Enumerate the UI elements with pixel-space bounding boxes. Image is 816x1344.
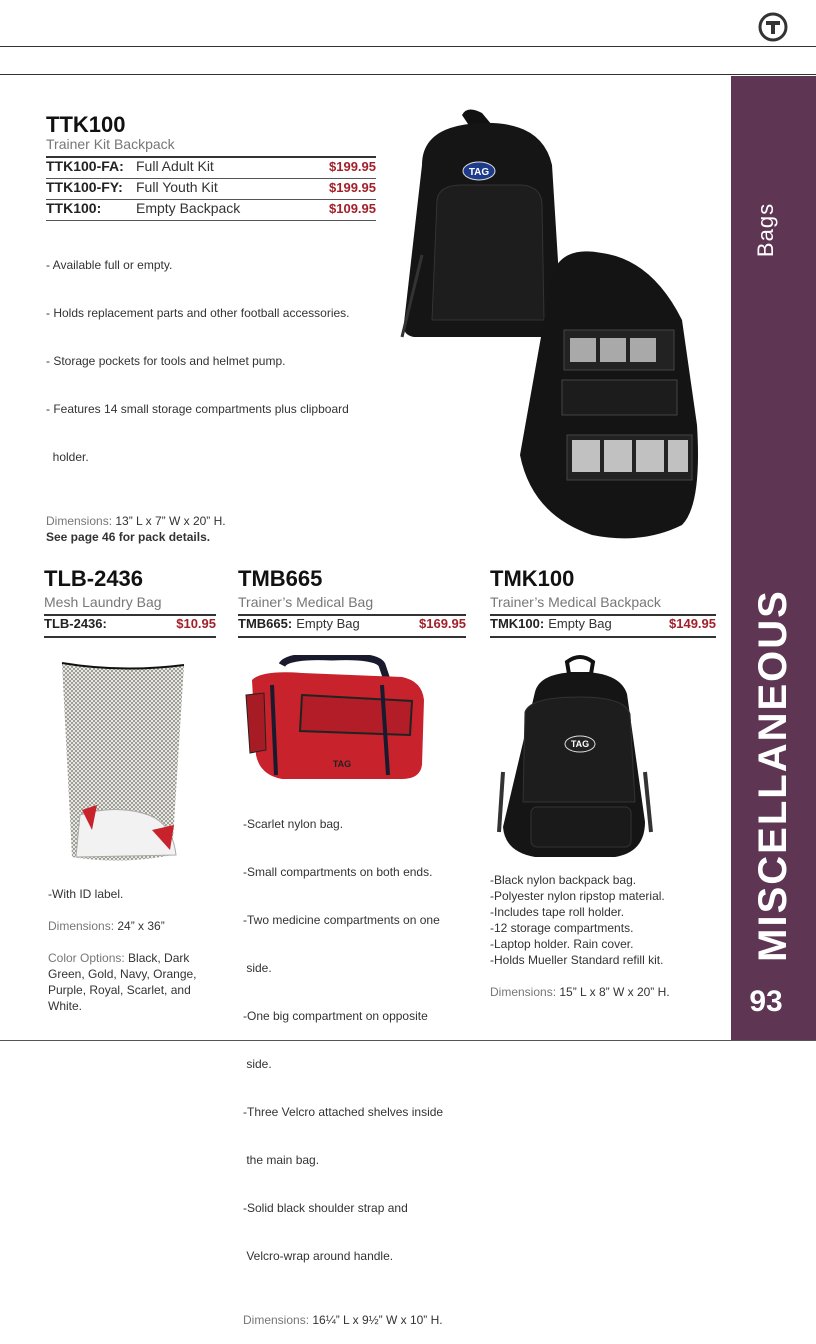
category-label: MISCELLANEOUS <box>751 588 795 962</box>
price-row <box>46 200 376 221</box>
feature-item: -12 storage compartments. <box>490 921 634 935</box>
price-row <box>46 179 376 200</box>
feature-item: -With ID label. <box>48 887 124 901</box>
price-row <box>490 616 716 638</box>
brand-badge-text: TAG <box>332 759 352 769</box>
feature-item: - Holds replacement parts and other football accessories. <box>46 306 350 320</box>
row-code: TTK100: <box>46 200 102 216</box>
price-row <box>238 616 466 638</box>
tmb665-section <box>238 566 466 638</box>
row-code: TMK100: <box>490 616 545 631</box>
feature-item: - Storage pockets for tools and helmet pump. <box>46 354 286 368</box>
product-title: TLB-2436 <box>44 566 144 591</box>
product-subtitle: Trainer Kit Backpack <box>46 136 175 152</box>
product-title: TMK100 <box>490 566 575 591</box>
header-rule-bottom <box>0 74 816 75</box>
row-price: $109.95 <box>329 201 376 216</box>
dimensions-label: Dimensions: <box>46 514 113 528</box>
row-price: $199.95 <box>329 180 376 195</box>
feature-item: -Two medicine compartments on one <box>243 913 440 927</box>
row-desc: Empty Bag <box>548 616 612 631</box>
medical-backpack-image <box>495 652 655 862</box>
color-options <box>48 950 208 1014</box>
feature-item: -Three Velcro attached shelves inside <box>243 1105 444 1119</box>
feature-item: -Laptop holder. Rain cover. <box>490 937 634 951</box>
medical-bag-image <box>242 655 432 785</box>
row-desc: Full Youth Kit <box>136 179 218 195</box>
dimensions <box>243 1312 463 1328</box>
feature-item: -Holds Mueller Standard refill kit. <box>490 953 664 967</box>
feature-item: the main bag. <box>243 1153 320 1167</box>
feature-list <box>46 225 376 497</box>
dimensions <box>48 918 208 934</box>
row-desc: Empty Backpack <box>136 200 241 216</box>
price-row <box>46 158 376 179</box>
dimensions-value: 13” L x 7” W x 20” H. <box>115 514 226 528</box>
feature-item: Velcro-wrap around handle. <box>243 1249 394 1263</box>
row-price: $10.95 <box>176 616 216 631</box>
feature-item: -Small compartments on both ends. <box>243 865 433 879</box>
dimensions-value: 15” L x 8” W x 20” H. <box>559 985 670 999</box>
row-code: TTK100-FA: <box>46 158 124 174</box>
page-number: 93 <box>749 985 783 1018</box>
dimensions <box>46 513 376 529</box>
section-label: Bags <box>753 202 778 258</box>
feature-item: -Scarlet nylon bag. <box>243 817 344 831</box>
color-options-value: Black, Dark Green, Gold, Navy, Orange, Purple, Royal, Scarlet, and White. <box>48 951 197 1013</box>
product-subtitle: Mesh Laundry Bag <box>44 594 162 610</box>
tlb2436-section <box>44 566 216 638</box>
brand-logo-icon <box>758 12 788 42</box>
dimensions-label: Dimensions: <box>490 985 557 999</box>
ttk100-section <box>46 112 376 545</box>
dimensions-label: Dimensions: <box>48 919 115 933</box>
product-subtitle: Trainer’s Medical Bag <box>238 594 374 610</box>
feature-item: - Features 14 small storage compartments plus clipboard <box>46 402 349 416</box>
feature-item: holder. <box>46 450 89 464</box>
tmk100-section <box>490 566 716 638</box>
tlb2436-details <box>48 886 208 1014</box>
dimensions-label: Dimensions: <box>243 1313 310 1327</box>
feature-item: -Black nylon backpack bag. <box>490 873 637 887</box>
feature-item: - Available full or empty. <box>46 258 173 272</box>
dimensions-value: 16¼” L x 9½” W x 10” H. <box>312 1313 443 1327</box>
product-title: TTK100 <box>46 112 126 137</box>
mesh-laundry-bag-image <box>52 655 192 870</box>
row-price: $169.95 <box>419 616 466 631</box>
row-code: TTK100-FY: <box>46 179 123 195</box>
row-price: $199.95 <box>329 159 376 174</box>
tmk100-details <box>490 872 716 1000</box>
dimensions-value: 24” x 36” <box>117 919 165 933</box>
feature-item: -Polyester nylon ripstop material. <box>490 889 665 903</box>
brand-badge-text: TAG <box>570 739 590 749</box>
brand-badge-text: TAG <box>468 167 490 178</box>
page-reference-note: See page 46 for pack details. <box>46 530 211 544</box>
product-title: TMB665 <box>238 566 323 591</box>
feature-item: -Includes tape roll holder. <box>490 905 625 919</box>
footer-rule <box>0 1040 816 1041</box>
row-code: TMB665: <box>238 616 293 631</box>
feature-item: side. <box>243 1057 272 1071</box>
feature-item: -Solid black shoulder strap and <box>243 1201 408 1215</box>
row-price: $149.95 <box>669 616 716 631</box>
row-desc: Full Adult Kit <box>136 158 214 174</box>
row-desc: Empty Bag <box>296 616 360 631</box>
price-row <box>44 616 216 638</box>
tmb665-details <box>243 784 463 1344</box>
header-rule-top <box>0 46 816 47</box>
dimensions <box>490 984 716 1000</box>
feature-item: -One big compartment on opposite <box>243 1009 428 1023</box>
feature-item: side. <box>243 961 272 975</box>
color-options-label: Color Options: <box>48 951 125 965</box>
product-subtitle: Trainer’s Medical Backpack <box>490 594 661 610</box>
trainer-kit-backpack-image <box>392 105 712 545</box>
row-code: TLB-2436: <box>44 616 107 631</box>
